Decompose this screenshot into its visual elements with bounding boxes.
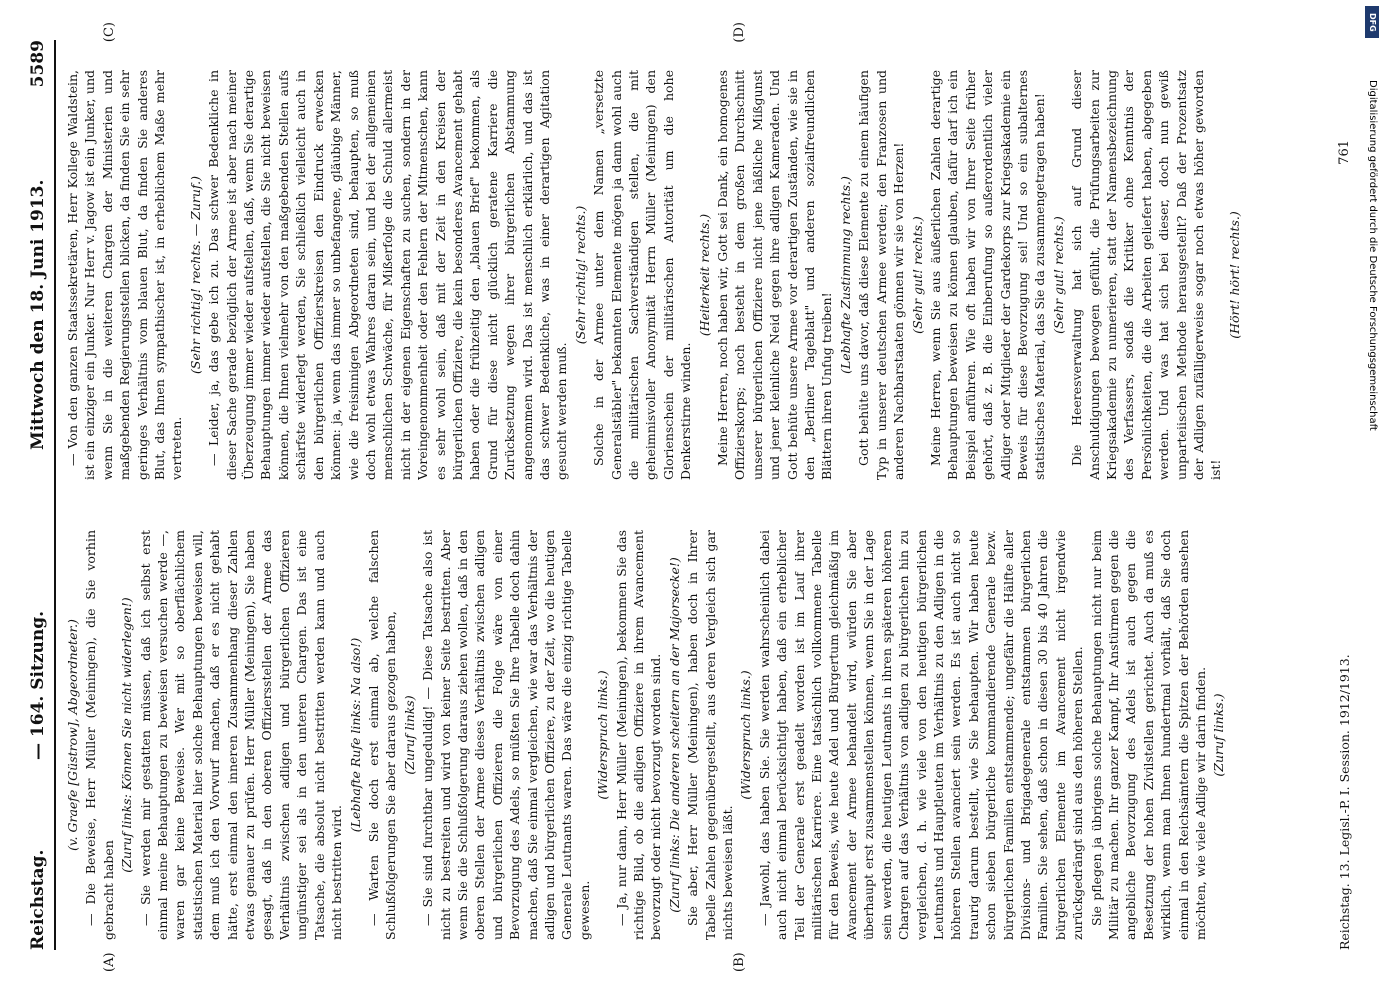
paragraph: Die Heeresverwaltung hat sich auf Grund dieser Anschuldigungen bewogen gefühlt, die Prüfungsarbeiten zur Kriegsakademie zu numerieren, statt der Namensbezeichnung des Verfassers, sodaß die Kritiker ohne Kenntnis der Persönlichkeiten, die die Arbeiten geliefert haben, abgegeben werden. Und was hat sich bei dieser, doch nun gewiß unparteiischen Methode herausgestellt? Daß der Prozentsatz der Adligen zufälligerweise sogar noch etwas höher geworden ist! <box>1068 70 1223 480</box>
paragraph: (Hört! hört! rechts.) <box>1226 211 1242 339</box>
paragraph: Meine Herren, wenn Sie aus äußerlichen Zahlen derartige Behauptungen beweisen zu können glauben, dafür darf ich ein Beispiel anführen. Wie oft haben wir von Ihrer Seite früher gehört, daß z. B. die Einberufung so außerordentlich vieler Adliger oder Mitglieder der Gardekorps zur Kriegsakademie ein Beweis für diese Bevorzugung sei! Und so ein subalternes statistisches Material, das Sie da zusammengetragen haben! <box>927 70 1047 480</box>
margin-marker-a: (A) <box>101 952 117 972</box>
right-text-column <box>64 70 1312 480</box>
paragraph: (Lebhafte Rufe links: Na also!) <box>347 637 362 833</box>
paragraph: (Sehr gut! rechts.) <box>909 216 924 334</box>
paragraph: — Sie werden mir gestatten müssen, daß ich selbst erst einmal meine Behauptungen zu beweisen versuchen werde —, waren gar keine Beweise. Wer mit so oberflächlichem statistischen Material hier solche Behauptungen beweisen will, dem muß ich den Vorwurf machen, daß er es nicht gehabt hätte, erst einmal den inneren Zusammenhang dieser Zahlen etwas genauer zu prüfen. Herr Müller (Meiningen), Sie haben gesagt, daß in den oberen Offiziersstellen der Armee das Verhältnis zwischen adligen und bürgerlichen Offizieren ungünstiger sei als in den unteren Chargen. Das ist eine Tatsache, die absolut nicht bestritten werden kann und auch nicht bestritten wird. <box>137 530 344 940</box>
margin-marker-b: (B) <box>731 952 747 972</box>
header-publication: Reichstag. <box>27 849 48 950</box>
page-header <box>20 40 56 950</box>
paragraph: (Zuruf links: Die anderen scheitern an der Majorsecke!) <box>666 557 682 913</box>
paragraph: (Sehr richtig! rechts.) <box>572 205 588 345</box>
paragraph: Gott behüte uns davor, daß diese Elemente zu einem häufigen Typ in unserer deutschen Armee werden; den Franzosen und anderen Nachbarstaaten gönnen wir sie von Herzen! <box>855 70 906 480</box>
footer-citation: Reichstag. 13. Legisl.-P. I. Session. 1912/1913. <box>1336 654 1352 950</box>
paragraph: (Sehr richtig! rechts. — Zuruf.) <box>187 176 203 374</box>
paragraph: (Zuruf links.) <box>1210 693 1226 777</box>
left-text-column <box>64 530 1312 940</box>
paragraph: Meine Herren, noch haben wir, Gott sei Dank, ein homogenes Offizierskorps; noch besteht in dem großen Durchschnitt unserer bürgerlichen Offiziere nicht jene häßliche Mißgunst und jener kleinliche Neid gegen ihre adligen Kameraden. Und Gott behüte unsere Armee vor derartigen Zuständen, wie sie in den „Berliner Tageblatt" und anderen sozialfreundlichen Blättern ihren Unfug treiben! <box>714 70 834 480</box>
margin-marker-d: (D) <box>731 22 747 43</box>
paragraph: — Die Beweise, Herr Müller (Meiningen), die Sie vorhin gebracht haben <box>82 530 116 940</box>
paragraph: Sie aber, Herr Müller (Meiningen), haben doch in Ihrer Tabelle Zahlen gegenübergestellt, aus deren Vergleich sich gar nichts beweisen läßt. <box>684 530 735 940</box>
footer-page-number: 761 <box>1336 140 1352 165</box>
header-date: Mittwoch den 18. Juni 1913. <box>27 179 48 450</box>
paragraph: (Heiterkeit rechts.) <box>696 213 712 337</box>
margin-marker-c: (C) <box>101 22 117 43</box>
paragraph: — Von den ganzen Staatssekretären, Herr Kollege Waldstein, ist ein einziger ein Junker. Nur Herr v. Jagow ist ein Junker, und wenn Sie in die weiteren Chargen der Ministerien und maßgebenden Regierungsstellen blicken, da finden Sie ein sehr geringes Verhältnis vom blauen Blut, da finden Sie anderes Blut, das Ihnen sympathischer ist, in erheblichem Maße mehr vertreten. <box>64 70 184 480</box>
paragraph: (Widerspruch links.) <box>594 670 610 800</box>
document-page <box>12 20 1372 980</box>
paragraph: — Leider, ja, das gebe ich zu. Das schwer Bedenkliche in dieser Sache gerade bezüglich der Armee ist aber nach meiner Überzeugung immer wieder aufstellen, daß, wenn Sie derartige Behauptungen immer wieder aufstellen, die Sie nicht beweisen können, die Ihnen vielmehr von den maßgebenden Stellen aufs schärfste widerlegt werden, Sie schließlich vielleicht auch in den bürgerlichen Offizierskreisen den Eindruck erwecken können: ja, wenn das immer so unbefangene, gläubige Männer, wie die freisinnigen Abgeordneten sind, behaupten, so muß doch wohl etwas Wahres daran sein, und bei der allgemeinen menschlichen Schwäche, für Mißerfolge die Schuld allermeist nicht in der eigenen Eigenschaften zu suchen, sondern in der Voreingenommenheit oder den Fehlern der Mitmenschen, kann es sehr wohl sein, daß mit der Zeit in den Kreisen der bürgerlichen Offiziere, die kein besonderes Avancement gehabt haben oder die frühzeitig den „blauen Brief" bekommen, als Grund für diese nicht glücklich geratene Karriere die Zurücksetzung wegen ihrer bürgerlichen Abstammung angenommen wird. Das ist menschlich erklärlich, und das ist das schwer Bedenkliche, was in einer derartigen Agitation gesucht werden muß. <box>205 70 569 480</box>
paragraph: (Zuruf links) <box>401 695 417 775</box>
paragraph: (Sehr gut! rechts.) <box>1050 216 1066 334</box>
paragraph: — Sie sind furchtbar ungeduldig! — Diese Tatsache also ist nicht zu bestreiten und wird von keiner Seite bestritten. Aber wenn Sie die Schlußfolgerung daraus ziehen wollen, daß in den oberen Stellen der Armee dieses Verhältnis zwischen adligen und bürgerlichen Offizieren die Folge wäre von einer Bevorzugung des Adels, so müßten Sie Ihre Tabelle doch dahin machen, daß Sie einmal vergleichen, wie war das Verhältnis der adligen und bürgerlichen Offiziere, zu der Zeit, wo die heutigen Generale Leutnants waren. Das wäre die einzig richtige Tabelle gewesen. <box>419 530 592 940</box>
header-session: — 164. Sitzung. <box>27 610 48 760</box>
paragraph: — Warten Sie doch erst einmal ab, welche falschen Schlußfolgerungen Sie aber daraus gezogen haben, <box>365 530 398 940</box>
paragraph: (Widerspruch links.) <box>737 670 753 800</box>
digitization-note: Digitalisierung gefördert durch die Deutsche Forschungsgemeinschaft <box>1367 80 1378 431</box>
paragraph: Sie pflegen ja übrigens solche Behauptungen nicht nur beim Militär zu machen. Ihr ganzer Kampf, Ihr Anstürmen gegen die angebliche Bevorzugung des Adels ist auch gegen die Besetzung der hohen Zivilstellen gerichtet. Auch da muß es wirklich, wenn man Ihnen hundertmal vorhält, daß Sie doch einmal in den Reichsämtern die Spitzen der Behörden ansehen möchten, wie viele Adlige wir darin finden. <box>1088 530 1208 940</box>
header-page-number: 5589 <box>27 40 48 88</box>
paragraph: — Ja, nur dann, Herr Müller (Meiningen), bekommen Sie das richtige Bild, ob die adligen Offiziere in ihrem Avancement bevorzugt oder nicht bevorzugt worden sind. <box>613 530 663 940</box>
paragraph: (v. Graefe [Güstrow], Abgeordneter.) <box>64 619 80 851</box>
dfg-logo: DFG <box>1365 6 1379 38</box>
paragraph: (Zuruf links: Können Sie nicht widerlegen!) <box>118 597 134 873</box>
paragraph: — Jawohl, das haben Sie. Sie werden wahrscheinlich dabei auch nicht einmal berücksichtigt haben, daß ein erheblicher Teil der Generale erst geadelt worden ist im Lauf ihrer militärischen Karriere. Eine tatsächlich vollkommene Tabelle für den Beweis, wie heute Adel und Bürgertum gleichmäßig im Avancement der Armee behandelt wird, würden Sie aber überhaupt erst zusammenstellen können, wenn Sie in der Lage sein werden, die heutigen Leutnants in ihren späteren höheren Chargen auf das Verhältnis von adligen zu bürgerlichen hin zu vergleichen, d. h. wie viele von den heutigen bürgerlichen Leutnants und Hauptleuten im Verhältnis zu den Adligen in die höheren Stellen avanciert sein werden. Es ist auch nicht so traurig darum bestellt, wie Sie behaupten. Wir haben heute schon sieben bürgerliche kommandierende Generale bezw. bürgerlichen Familien entstammende; ungefähr die Hälfte aller Divisions- und Brigadegenerale entstammen bürgerlichen Familien. Sie sehen, daß schon in diesen 30 bis 40 Jahren die bürgerlichen Elemente im Avancement nicht irgendwie zurückgedrängt sind aus den höheren Stellen. <box>756 530 1085 940</box>
paragraph: (Lebhafte Zustimmung rechts.) <box>837 176 853 374</box>
paragraph: Solche in der Armee unter dem Namen „versetzte Generalstäbler" bekannten Elemente mögen ja dann wohl auch die militärischen Sachverständigen stellen, die mit geheimnisvoller Anonymität Herrn Müller (Meiningen) den Glorienschein der militärischen Autorität um die hohe Denkerstirne winden. <box>590 70 693 480</box>
